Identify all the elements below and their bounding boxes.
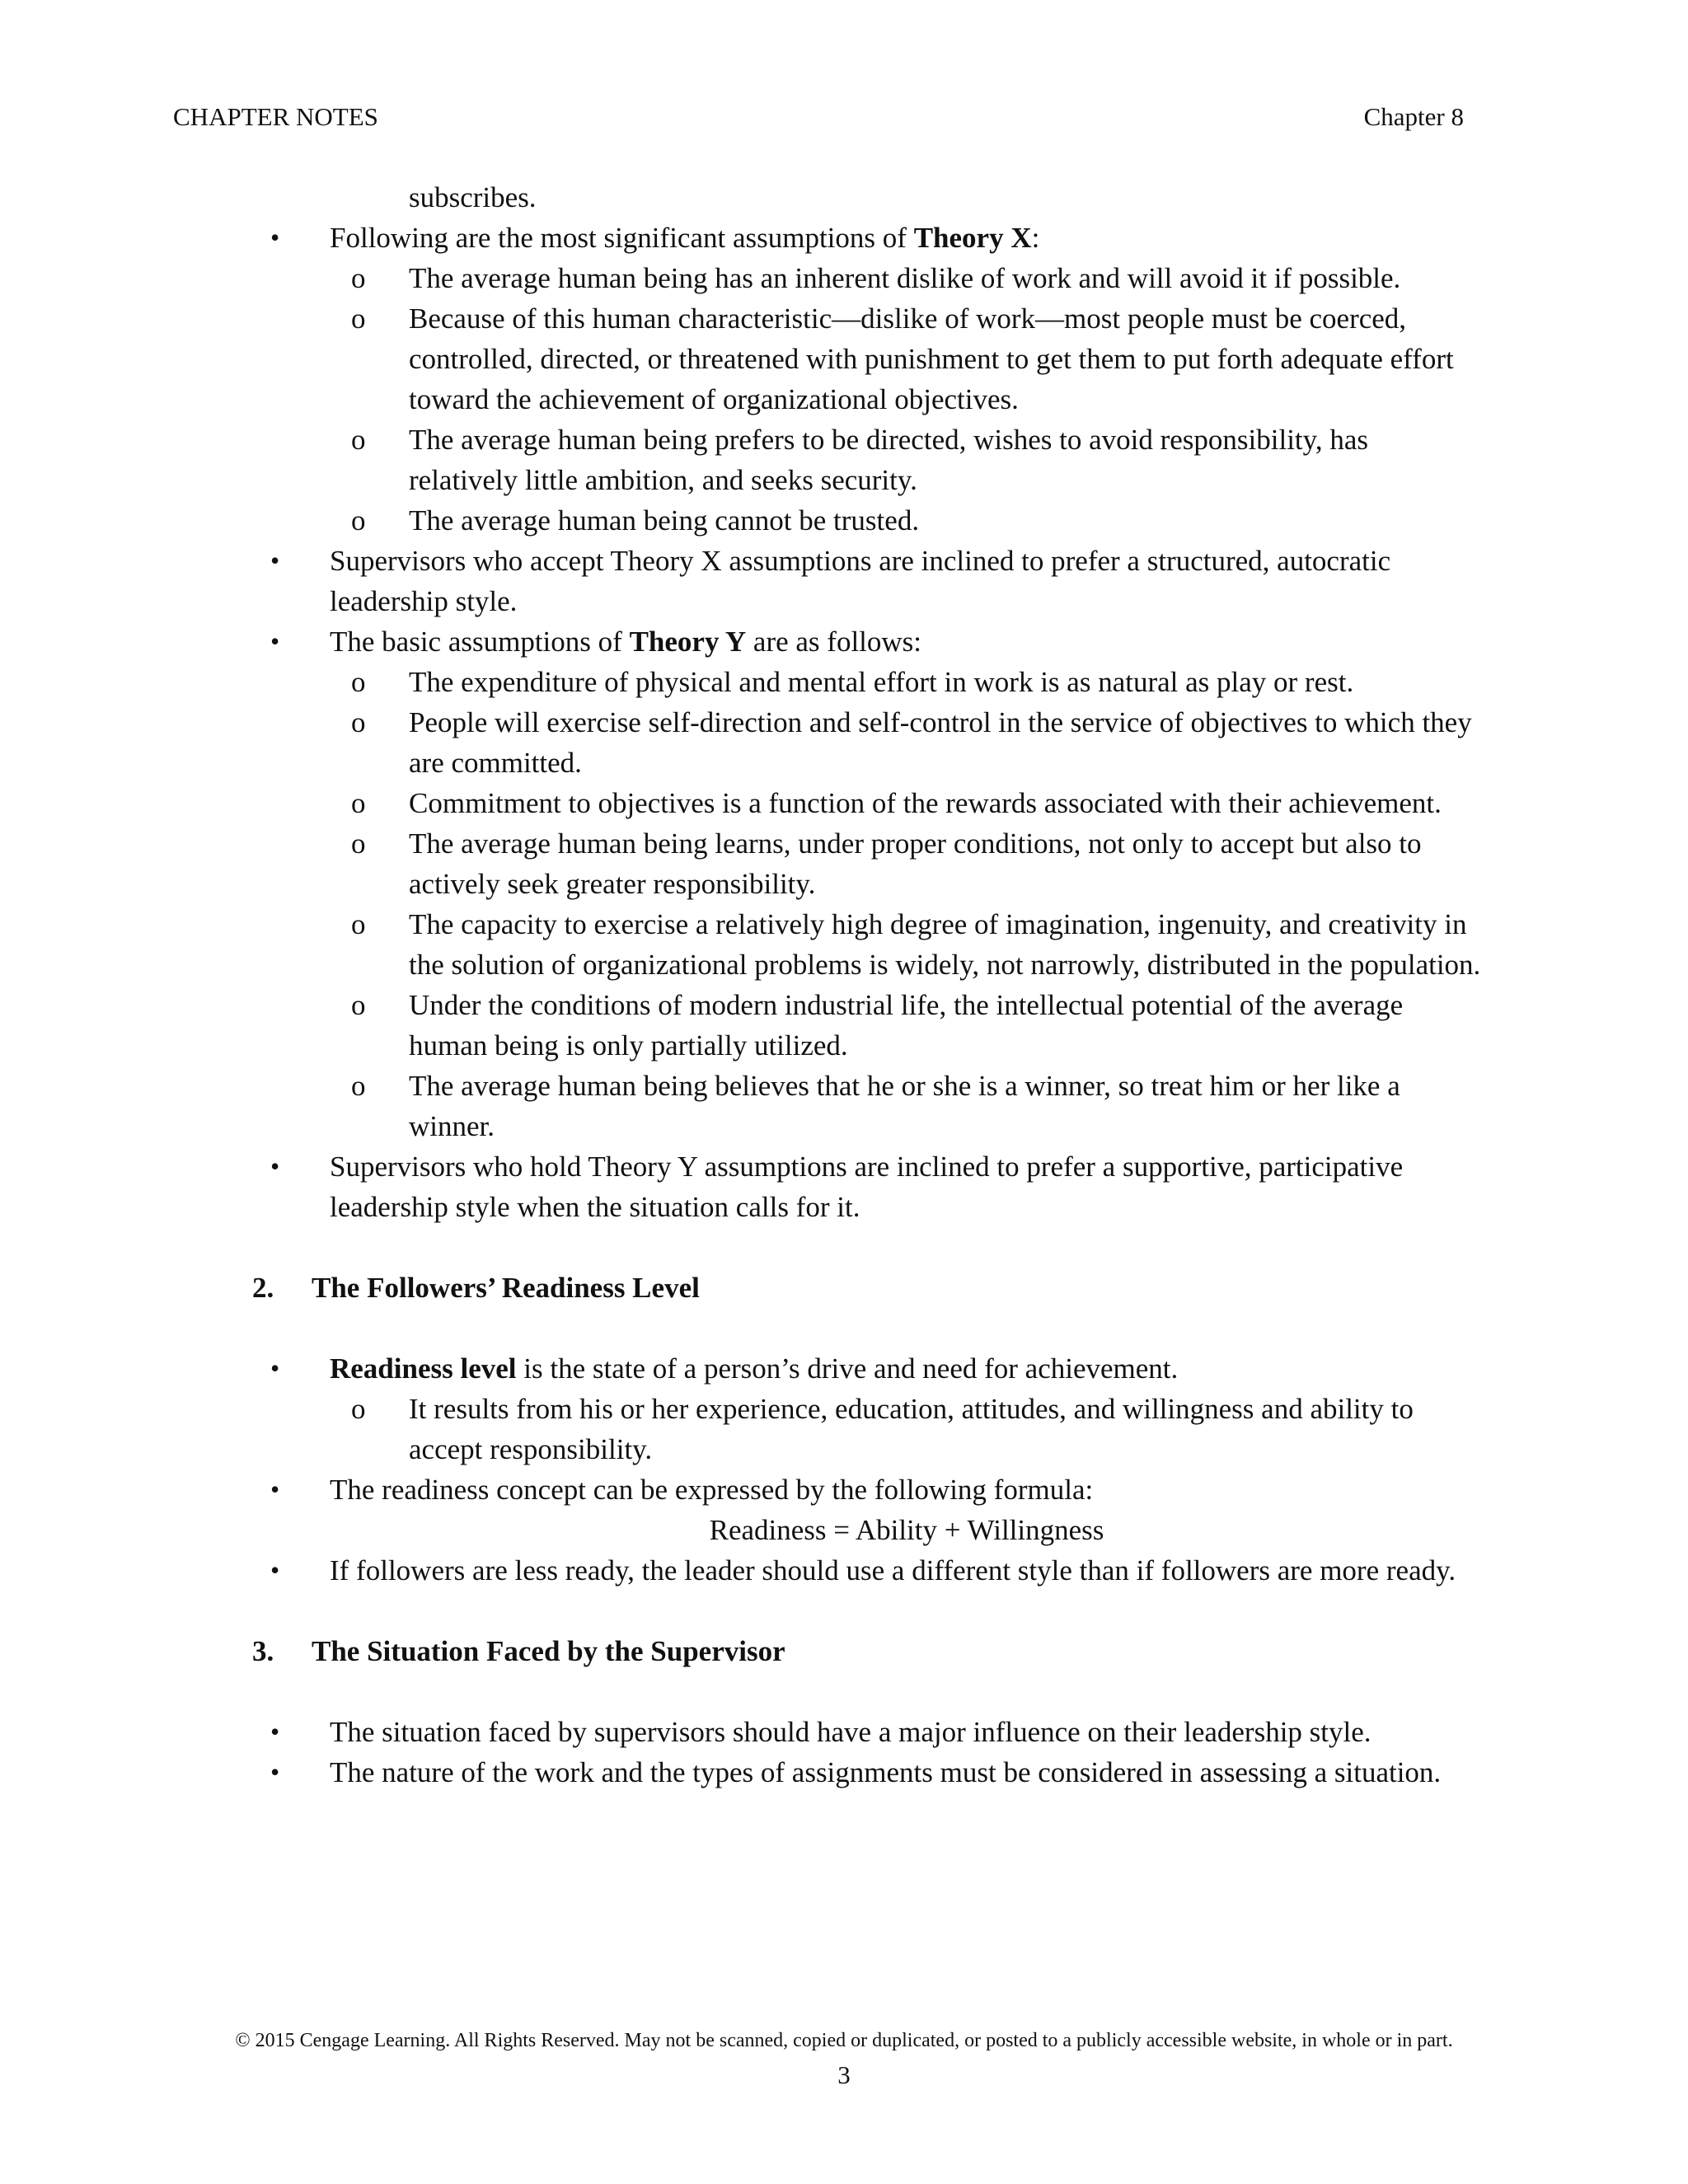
sub-bullet-marker: o xyxy=(351,908,366,940)
bullet-marker: • xyxy=(270,1151,280,1181)
bullet-marker: • xyxy=(270,626,280,656)
readiness-sub-item: o It results from his or her experience, education, attitudes, and willingness and ability to accept responsibility. xyxy=(173,1389,1484,1469)
section-title: The Situation Faced by the Supervisor xyxy=(312,1635,785,1667)
bullet-marker: • xyxy=(270,1474,280,1504)
copyright-notice: © 2015 Cengage Learning. All Rights Reserved. May not be scanned, copied or duplicated, or posted to a publicly accessible website, in whole or in part. xyxy=(235,2030,1453,2051)
theory-y-item: o Commitment to objectives is a function of the rewards associated with their achievement. xyxy=(173,783,1484,823)
theory-x-item: o The average human being has an inherent dislike of work and will avoid it if possible. xyxy=(173,258,1484,298)
theory-x-item: o The average human being cannot be trusted. xyxy=(173,500,1484,541)
header-left: CHAPTER NOTES xyxy=(173,102,378,131)
theory-y-item: o The average human being believes that he or she is a winner, so treat him or her like a winner. xyxy=(173,1066,1484,1146)
readiness-formula: Readiness = Ability + Willingness xyxy=(709,1514,1104,1546)
header-right: Chapter 8 xyxy=(1363,102,1464,131)
sub-bullet-marker: o xyxy=(351,706,366,738)
sub-bullet-marker: o xyxy=(351,302,366,335)
bullet-less-ready: • If followers are less ready, the leader should use a different style than if followers are more ready. xyxy=(173,1550,1484,1591)
bullet-marker: • xyxy=(270,1353,280,1383)
theory-x-item: o Because of this human characteristic—dislike of work—most people must be coerced, controlled, directed, or threatened with punishment to get them to put forth adequate effort toward the achievement of organizational objectives. xyxy=(173,298,1484,419)
page-content xyxy=(173,177,1484,1793)
bullet-theory-x-intro: • Following are the most significant assumptions of Theory X: xyxy=(173,218,1484,258)
sub-bullet-marker: o xyxy=(351,666,366,698)
theory-x-term: Theory X xyxy=(913,222,1032,254)
sub-bullet-marker: o xyxy=(351,989,366,1021)
bullet-marker: • xyxy=(270,1757,280,1787)
sub-bullet-marker: o xyxy=(351,262,366,294)
theory-y-item: o People will exercise self-direction and self-control in the service of objectives to which they are committed. xyxy=(173,702,1484,783)
theory-y-item: o Under the conditions of modern industrial life, the intellectual potential of the average human being is only partially utilized. xyxy=(173,985,1484,1066)
sub-bullet-marker: o xyxy=(351,787,366,819)
theory-y-term: Theory Y xyxy=(629,626,747,658)
sub-bullet-marker: o xyxy=(351,424,366,456)
section-number: 3. xyxy=(252,1635,274,1667)
bullet-marker: • xyxy=(270,223,280,252)
bullet-readiness-definition: • Readiness level is the state of a person’s drive and need for achievement. xyxy=(173,1348,1484,1389)
readiness-term: Readiness level xyxy=(330,1352,517,1385)
bullet-situation: • The nature of the work and the types of assignments must be considered in assessing a situation. xyxy=(173,1752,1484,1793)
sub-bullet-marker: o xyxy=(351,827,366,860)
section-number: 2. xyxy=(252,1272,274,1304)
theory-y-item: o The average human being learns, under proper conditions, not only to accept but also to actively seek greater responsibility. xyxy=(173,823,1484,904)
bullet-marker: • xyxy=(270,546,280,575)
sub-bullet-marker: o xyxy=(351,504,366,537)
page-footer xyxy=(0,2027,1688,2093)
page-header xyxy=(173,99,1464,135)
bullet-marker: • xyxy=(270,1717,280,1746)
page-number: 3 xyxy=(837,2060,851,2089)
sub-bullet-marker: o xyxy=(351,1393,366,1425)
continued-line: subscribes. xyxy=(409,181,537,213)
theory-x-item: o The average human being prefers to be directed, wishes to avoid responsibility, has relatively little ambition, and seeks security. xyxy=(173,419,1484,500)
bullet-theory-x-style: • Supervisors who accept Theory X assumptions are inclined to prefer a structured, autocratic leadership style. xyxy=(173,541,1484,621)
section-title: The Followers’ Readiness Level xyxy=(312,1272,700,1304)
bullet-marker: • xyxy=(270,1555,280,1585)
bullet-theory-y-style: • Supervisors who hold Theory Y assumptions are inclined to prefer a supportive, participative leadership style when the situation calls for it. xyxy=(173,1146,1484,1227)
bullet-situation: • The situation faced by supervisors should have a major influence on their leadership style. xyxy=(173,1712,1484,1752)
theory-y-item: o The expenditure of physical and mental effort in work is as natural as play or rest. xyxy=(173,662,1484,702)
section-heading-3 xyxy=(173,1631,1484,1671)
sub-bullet-marker: o xyxy=(351,1070,366,1102)
bullet-readiness-formula: • The readiness concept can be expressed by the following formula: xyxy=(173,1469,1484,1510)
section-heading-2 xyxy=(173,1268,1484,1308)
bullet-theory-y-intro: • The basic assumptions of Theory Y are as follows: xyxy=(173,621,1484,662)
theory-y-item: o The capacity to exercise a relatively high degree of imagination, ingenuity, and creativity in the solution of organizational problems is widely, not narrowly, distributed in the population. xyxy=(173,904,1484,985)
